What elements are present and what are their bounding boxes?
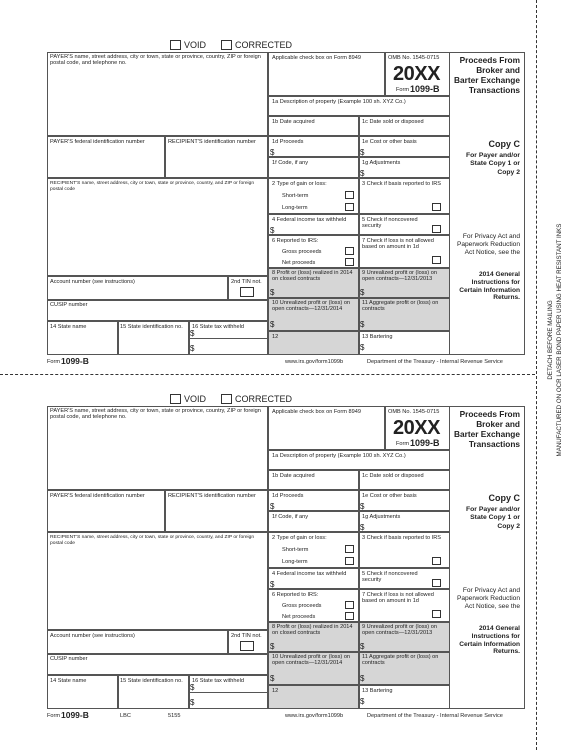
box16-divider [189,338,268,339]
box1d-label: 1d Proceeds [272,139,304,145]
dollar-sign: $ [270,580,275,589]
instructions-notice: 2014 General Instructions for Certain Information Returns. [459,271,520,302]
dollar-sign: $ [360,320,365,329]
payer-tin-label: PAYER'S federal identification number [50,139,145,145]
box9-label: 9 Unrealized profit or (loss) on open contracts—12/31/2013 [362,270,437,283]
box4-label: 4 Federal income tax withheld [272,571,347,577]
form-title: Proceeds From Broker and Barter Exchange Transactions [454,55,520,95]
void-checkbox[interactable] [170,40,181,50]
box1c-label: 1c Date sold or disposed [362,119,424,125]
box15-label: 15 State identification no. [120,324,183,330]
corrected-checkbox[interactable] [221,40,232,50]
tin2-label: 2nd TIN not. [231,633,262,639]
gross-proceeds-label: Gross proceeds [282,249,322,255]
copy-c-title: Copy C [488,493,520,503]
dollar-sign: $ [360,523,365,532]
form-copy-top [0,38,535,378]
box2-label: 2 Type of gain or loss: [272,181,327,187]
tax-year-text: 20XX [393,63,440,85]
tax-year-text: 20XX [393,417,440,439]
form-title: Proceeds From Broker and Barter Exchange Transactions [454,409,520,449]
copy-c-subtitle: For Payer and/or State Copy 1 or Copy 2 [465,152,520,176]
dollar-sign: $ [190,683,195,692]
box5-label: 5 Check if noncovered security [362,217,418,230]
box1b-label: 1b Date acquired [272,119,315,125]
long-term-label: Long-term [282,559,308,565]
tin2-label: 2nd TIN not. [231,279,262,285]
box12[interactable] [268,331,359,355]
cusip-label: CUSIP number [50,656,88,662]
short-term-label: Short-term [282,547,309,553]
box1g-label: 1g Adjustments [362,160,401,166]
net-proceeds-checkbox[interactable] [345,258,354,266]
box14-label: 14 State name [50,678,87,684]
box1d-label: 1d Proceeds [272,493,304,499]
box4-label: 4 Federal income tax withheld [272,217,347,223]
box5-checkbox[interactable] [432,225,441,233]
corrected-checkbox[interactable] [221,394,232,404]
box7-checkbox[interactable] [432,610,441,618]
dollar-sign: $ [190,329,195,338]
box7-label: 7 Check if loss is not allowed based on amount in 1d [362,238,434,251]
net-proceeds-label: Net proceeds [282,614,316,620]
omb-label: OMB No. 1545-0715 [388,409,440,415]
privacy-notice: For Privacy Act and Paperwork Reduction Act Notice, see the [456,233,520,256]
box1e-label: 1e Cost or other basis [362,139,417,145]
tax-year [393,63,440,86]
instructions-notice: 2014 General Instructions for Certain Information Returns. [459,625,520,656]
void-label: VOID [184,394,207,404]
dollar-sign: $ [360,148,365,157]
long-term-checkbox[interactable] [345,203,354,211]
box11-label: 11 Aggregate profit or (loss) on contracts [362,300,439,313]
box15-label: 15 State identification no. [120,678,183,684]
dollar-sign: $ [190,344,195,353]
box1c-label: 1c Date sold or disposed [362,473,424,479]
dollar-sign: $ [270,288,275,297]
side-perforation [536,0,537,750]
footer-department: Department of the Treasury - Internal Revenue Service [367,713,503,719]
form8949-label: Applicable check box on Form 8949 [272,409,361,415]
recipient-name-label: RECIPIENT'S name, street address, city or town, state or province, country, and ZIP or foreign postal code [50,535,255,547]
net-proceeds-checkbox[interactable] [345,612,354,620]
long-term-checkbox[interactable] [345,557,354,565]
dollar-sign: $ [270,502,275,511]
cusip-label: CUSIP number [50,302,88,308]
gross-proceeds-checkbox[interactable] [345,601,354,609]
dollar-sign: $ [270,148,275,157]
box3-label: 3 Check if basis reported to IRS [362,535,441,541]
box1f-label: 1f Code, if any [272,514,309,520]
footer-form-label: Form [47,713,61,719]
box10-label: 10 Unrealized profit or (loss) on open contracts—12/31/2014 [272,654,351,667]
dollar-sign: $ [270,642,275,651]
form8949-label: Applicable check box on Form 8949 [272,55,361,61]
dollar-sign: $ [270,674,275,683]
long-term-label: Long-term [282,205,308,211]
tax-year [393,417,440,440]
dollar-sign: $ [360,674,365,683]
dollar-sign: $ [360,642,365,651]
box1e-label: 1e Cost or other basis [362,493,417,499]
box1b-label: 1b Date acquired [272,473,315,479]
gross-proceeds-label: Gross proceeds [282,603,322,609]
box6-label: 6 Reported to IRS: [272,238,319,244]
gross-proceeds-checkbox[interactable] [345,247,354,255]
void-checkbox[interactable] [170,394,181,404]
box12-label: 12 [272,334,279,340]
manufactured-on-ocr: MANUFACTURED ON OCR LASER BOND PAPER USING HEAT RESISTANT INKS [556,223,563,457]
footer-form-label: Form [47,359,61,365]
footer-form-name: 1099-B [61,356,89,366]
box8-label: 8 Profit or (loss) realized in 2014 on closed contracts [272,270,353,283]
corrected-label: CORRECTED [235,40,293,50]
box6-label: 6 Reported to IRS: [272,592,319,598]
dollar-sign: $ [270,320,275,329]
dollar-sign: $ [360,169,365,178]
box1f-label: 1f Code, if any [272,160,309,166]
box16-divider [189,692,268,693]
box13-label: 13 Bartering [362,688,393,694]
account-label: Account number (see instructions) [50,279,135,285]
box7-label: 7 Check if loss is not allowed based on amount in 1d [362,592,434,605]
footer-form-name: 1099-B [61,710,89,720]
form-name: 1099-B [410,438,440,448]
box16-label: 16 State tax withheld [192,678,244,684]
box2-label: 2 Type of gain or loss: [272,535,327,541]
copy-c-subtitle: For Payer and/or State Copy 1 or Copy 2 [465,506,520,530]
recipient-tin-label: RECIPIENT'S identification number [168,139,256,145]
short-term-checkbox[interactable] [345,191,354,199]
tin2-checkbox[interactable] [240,641,254,651]
recipient-name-label: RECIPIENT'S name, street address, city or town, state or province, country, and ZIP or foreign postal code [50,181,255,193]
box12[interactable] [268,685,359,709]
form-label: Form [396,87,410,93]
footer-code: 5155 [168,713,181,719]
box10-label: 10 Unrealized profit or (loss) on open contracts—12/31/2014 [272,300,351,313]
dollar-sign: $ [360,343,365,352]
box13-label: 13 Bartering [362,334,393,340]
dollar-sign: $ [360,697,365,706]
box7-checkbox[interactable] [432,256,441,264]
footer-url: www.irs.gov/form1099b [285,359,344,365]
dollar-sign: $ [360,502,365,511]
payer-name-label: PAYER'S name, street address, city or town, state or province, country, ZIP or foreign postal code, and telephone no. [50,408,261,421]
corrected-label: CORRECTED [235,394,293,404]
footer-department: Department of the Treasury - Internal Revenue Service [367,359,503,365]
tin2-checkbox[interactable] [240,287,254,297]
detach-before-mailing: DETACH BEFORE MAILING [547,300,554,380]
box5-checkbox[interactable] [432,579,441,587]
box1g-label: 1g Adjustments [362,514,401,520]
form-name: 1099-B [410,84,440,94]
box1a-label: 1a Description of property (Example 100 sh. XYZ Co.) [272,99,406,105]
dollar-sign: $ [270,226,275,235]
footer-lbc: LBC [120,713,131,719]
net-proceeds-label: Net proceeds [282,260,316,266]
privacy-notice: For Privacy Act and Paperwork Reduction Act Notice, see the [456,587,520,610]
box12-label: 12 [272,688,279,694]
box9-label: 9 Unrealized profit or (loss) on open contracts—12/31/2013 [362,624,437,637]
payer-tin-label: PAYER'S federal identification number [50,493,145,499]
box3-checkbox[interactable] [432,203,441,211]
box14-label: 14 State name [50,324,87,330]
box8-label: 8 Profit or (loss) realized in 2014 on closed contracts [272,624,353,637]
dollar-sign: $ [190,698,195,707]
box3-label: 3 Check if basis reported to IRS [362,181,441,187]
box1a-label: 1a Description of property (Example 100 sh. XYZ Co.) [272,453,406,459]
box5-label: 5 Check if noncovered security [362,571,418,584]
form-label: Form [396,441,410,447]
footer-url: www.irs.gov/form1099b [285,713,344,719]
void-label: VOID [184,40,207,50]
side-margin-text [546,180,564,500]
copy-c-title: Copy C [488,139,520,149]
detach-line [0,374,535,375]
omb-label: OMB No. 1545-0715 [388,55,440,61]
box11-label: 11 Aggregate profit or (loss) on contracts [362,654,439,667]
box16-label: 16 State tax withheld [192,324,244,330]
short-term-checkbox[interactable] [345,545,354,553]
box3-checkbox[interactable] [432,557,441,565]
account-label: Account number (see instructions) [50,633,135,639]
dollar-sign: $ [360,288,365,297]
short-term-label: Short-term [282,193,309,199]
payer-name-label: PAYER'S name, street address, city or town, state or province, country, ZIP or foreign postal code, and telephone no. [50,54,261,67]
recipient-tin-label: RECIPIENT'S identification number [168,493,256,499]
form-copy-bottom [0,392,535,732]
